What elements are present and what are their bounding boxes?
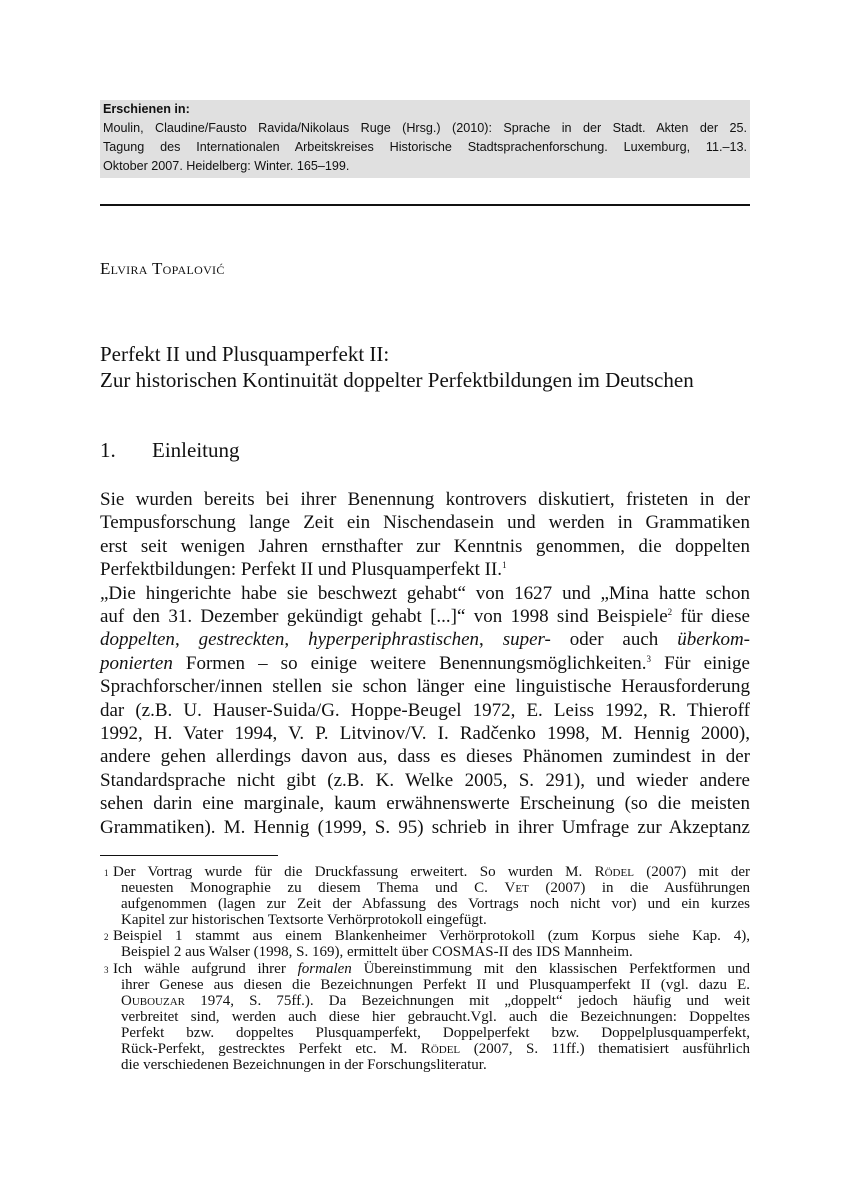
footnote-number: 2 bbox=[104, 932, 109, 943]
body-line bbox=[100, 582, 750, 605]
text-run: oder auch bbox=[550, 629, 678, 651]
body-line bbox=[100, 511, 750, 534]
italic-text: formalen bbox=[297, 960, 352, 977]
small-caps-name: Rödel bbox=[594, 864, 634, 880]
section-title: Einleitung bbox=[152, 438, 240, 462]
publication-info-box bbox=[100, 100, 750, 178]
italic-text: hyperperiphrastischen bbox=[308, 629, 480, 651]
body-text bbox=[100, 488, 750, 839]
body-line bbox=[100, 652, 750, 675]
subtitle-line: Zur historischen Kontinuität doppelter Perfektbildungen im Deutschen bbox=[100, 368, 694, 392]
body-line bbox=[100, 605, 750, 628]
text-run: die verschiedenen Bezeichnungen in der Forschungsliteratur. bbox=[121, 1057, 487, 1074]
body-line bbox=[100, 722, 750, 745]
footnotes bbox=[104, 864, 750, 1073]
body-line bbox=[100, 769, 750, 792]
italic-text: ponierten bbox=[100, 652, 173, 674]
italic-text: doppelten bbox=[100, 629, 175, 651]
footnote-line bbox=[121, 896, 750, 912]
footnote-divider bbox=[100, 855, 278, 856]
text-run: , bbox=[174, 629, 199, 651]
footnote-reference: 3 bbox=[646, 653, 652, 664]
footnote-line bbox=[121, 1041, 750, 1057]
footnote bbox=[104, 961, 750, 1074]
text-run: sehen darin eine marginale, kaum erwähnenswerte Erscheinung (so die meisten bbox=[100, 793, 750, 815]
footnote-reference: 2 bbox=[667, 607, 673, 618]
footnote-line bbox=[121, 1057, 750, 1073]
body-line bbox=[100, 488, 750, 511]
title-line: Perfekt II und Plusquamperfekt II: bbox=[100, 342, 390, 366]
section-number: 1. bbox=[100, 438, 116, 462]
footnote-line bbox=[121, 993, 750, 1009]
publication-line: Tagung des Internationalen Arbeitskreises Historische Stadtsprachenforschung. Luxemburg, 11.–13. bbox=[103, 140, 747, 154]
footnote-line bbox=[113, 961, 750, 977]
publication-line: Moulin, Claudine/Fausto Ravida/Nikolaus Ruge (Hrsg.) (2010): Sprache in der Stadt. Akten der 25. bbox=[103, 121, 747, 135]
text-run: (2007, S. 11ff.) thematisiert ausführlich bbox=[460, 1041, 750, 1058]
small-caps-name: Vet bbox=[504, 880, 529, 897]
text-run: (2007) mit der bbox=[633, 864, 750, 880]
text-run: andere gehen allerdings davon aus, dass es dieses Phänomen zumindest in der bbox=[100, 746, 750, 768]
body-line bbox=[100, 745, 750, 768]
author-name: Elvira Topalović bbox=[100, 259, 225, 278]
text-run: (2007) in die Ausführungen bbox=[528, 880, 750, 897]
body-line bbox=[100, 792, 750, 815]
text-run: erst seit wenigen Jahren ernsthafter zur Kenntnis genommen, die doppelten bbox=[100, 535, 750, 557]
publication-heading: Erschienen in: bbox=[103, 102, 190, 116]
text-run: Formen – so einige weitere Benennungsmöglichkeiten. bbox=[172, 652, 647, 674]
footnote-line bbox=[121, 912, 750, 928]
text-run: Ich wähle aufgrund ihrer bbox=[113, 960, 298, 977]
footnote-line bbox=[113, 928, 750, 944]
text-run: Übereinstimmung mit den klassischen Perfektformen und bbox=[351, 960, 750, 977]
footnote bbox=[104, 928, 750, 960]
text-run: Perfektbildungen: Perfekt II und Plusquamperfekt II. bbox=[100, 559, 503, 581]
text-run: neuesten Monographie zu diesem Thema und C. bbox=[121, 880, 505, 897]
text-run: Der Vortrag wurde für die Druckfassung erweitert. So wurden M. bbox=[113, 864, 595, 880]
text-run: 1992, H. Vater 1994, V. P. Litvinov/V. I. Radčenko 1998, M. Hennig 2000), bbox=[100, 723, 750, 745]
footnote-line bbox=[121, 1009, 750, 1025]
footnote-number: 3 bbox=[104, 964, 109, 975]
body-line bbox=[100, 628, 750, 651]
text-run: Grammatiken). M. Hennig (1999, S. 95) schrieb in ihrer Umfrage zur Akzeptanz bbox=[100, 816, 750, 838]
footnote-line bbox=[121, 977, 750, 993]
paper-title bbox=[100, 341, 694, 393]
text-run: Perfekt bzw. doppeltes Plusquamperfekt, Doppelperfekt bzw. Doppelplusquamperfekt, bbox=[121, 1024, 750, 1041]
text-run: aufgenommen (lagen zur Zeit der Abfassung des Vortrags noch nicht vor) und ein kurzes bbox=[121, 896, 750, 913]
text-run: Für einige bbox=[651, 652, 750, 674]
text-run: dar (z.B. U. Hauser-Suida/G. Hoppe-Beugel 1972, E. Leiss 1992, R. Thieroff bbox=[100, 699, 750, 721]
text-run: „Die hingerichte habe sie beschwezt gehabt“ von 1627 und „Mina hatte schon bbox=[100, 582, 750, 604]
text-run: Kapitel zur historischen Textsorte Verhörprotokoll eingefügt. bbox=[121, 912, 487, 929]
text-run: Tempusforschung lange Zeit ein Nischendasein und werden in Grammatiken bbox=[100, 512, 750, 534]
text-run: verbreitet sind, werden auch diese hier gebraucht.Vgl. auch die Bezeichnungen: Doppeltes bbox=[121, 1008, 750, 1025]
body-line bbox=[100, 558, 750, 581]
text-run: 1974, S. 75ff.). Da Bezeichnungen mit „doppelt“ jedoch häufig und weit bbox=[185, 992, 750, 1009]
italic-text: super- bbox=[502, 629, 551, 651]
section-heading bbox=[100, 438, 240, 463]
body-line bbox=[100, 535, 750, 558]
text-run: ihrer Genese aus diesen die Bezeichnungen Perfekt II und Plusquamperfekt II (vgl. dazu E. bbox=[121, 976, 750, 993]
text-run: Beispiel 1 stammt aus einem Blankenheimer Verhörprotokoll (zum Korpus siehe Kap. 4), bbox=[113, 928, 750, 945]
text-run: , bbox=[284, 629, 309, 651]
text-run: Sie wurden bereits bei ihrer Benennung kontrovers diskutiert, fristeten in der bbox=[100, 489, 750, 510]
footnote bbox=[104, 864, 750, 928]
text-run: Rück-Perfekt, gestrecktes Perfekt etc. M. bbox=[121, 1041, 421, 1058]
italic-text: gestreckten bbox=[198, 629, 285, 651]
body-line bbox=[100, 699, 750, 722]
header-divider bbox=[100, 204, 750, 206]
footnote-line bbox=[121, 1025, 750, 1041]
footnote-number: 1 bbox=[104, 868, 109, 878]
footnote-line bbox=[121, 944, 750, 960]
italic-text: überkom- bbox=[677, 629, 751, 651]
text-run: Standardsprache nicht gibt (z.B. K. Welke 2005, S. 291), und wieder andere bbox=[100, 769, 750, 791]
footnote-reference: 1 bbox=[502, 560, 507, 571]
text-run: , bbox=[479, 629, 503, 651]
body-line bbox=[100, 816, 750, 839]
small-caps-name: Oubouzar bbox=[121, 992, 186, 1009]
footnote-line bbox=[121, 880, 750, 896]
text-run: auf den 31. Dezember gekündigt gehabt [...]“ von 1998 sind Beispiele bbox=[100, 606, 668, 628]
footnote-line bbox=[113, 864, 750, 880]
body-line bbox=[100, 675, 750, 698]
small-caps-name: Rödel bbox=[420, 1041, 461, 1058]
text-run: Sprachforscher/innen stellen sie schon länger eine linguistische Herausforderung bbox=[100, 676, 750, 698]
text-run: für diese bbox=[672, 606, 750, 628]
text-run: Beispiel 2 aus Walser (1998, S. 169), ermittelt über COSMAS-II des IDS Mannheim. bbox=[121, 944, 633, 961]
publication-line: Oktober 2007. Heidelberg: Winter. 165–199. bbox=[103, 159, 350, 173]
